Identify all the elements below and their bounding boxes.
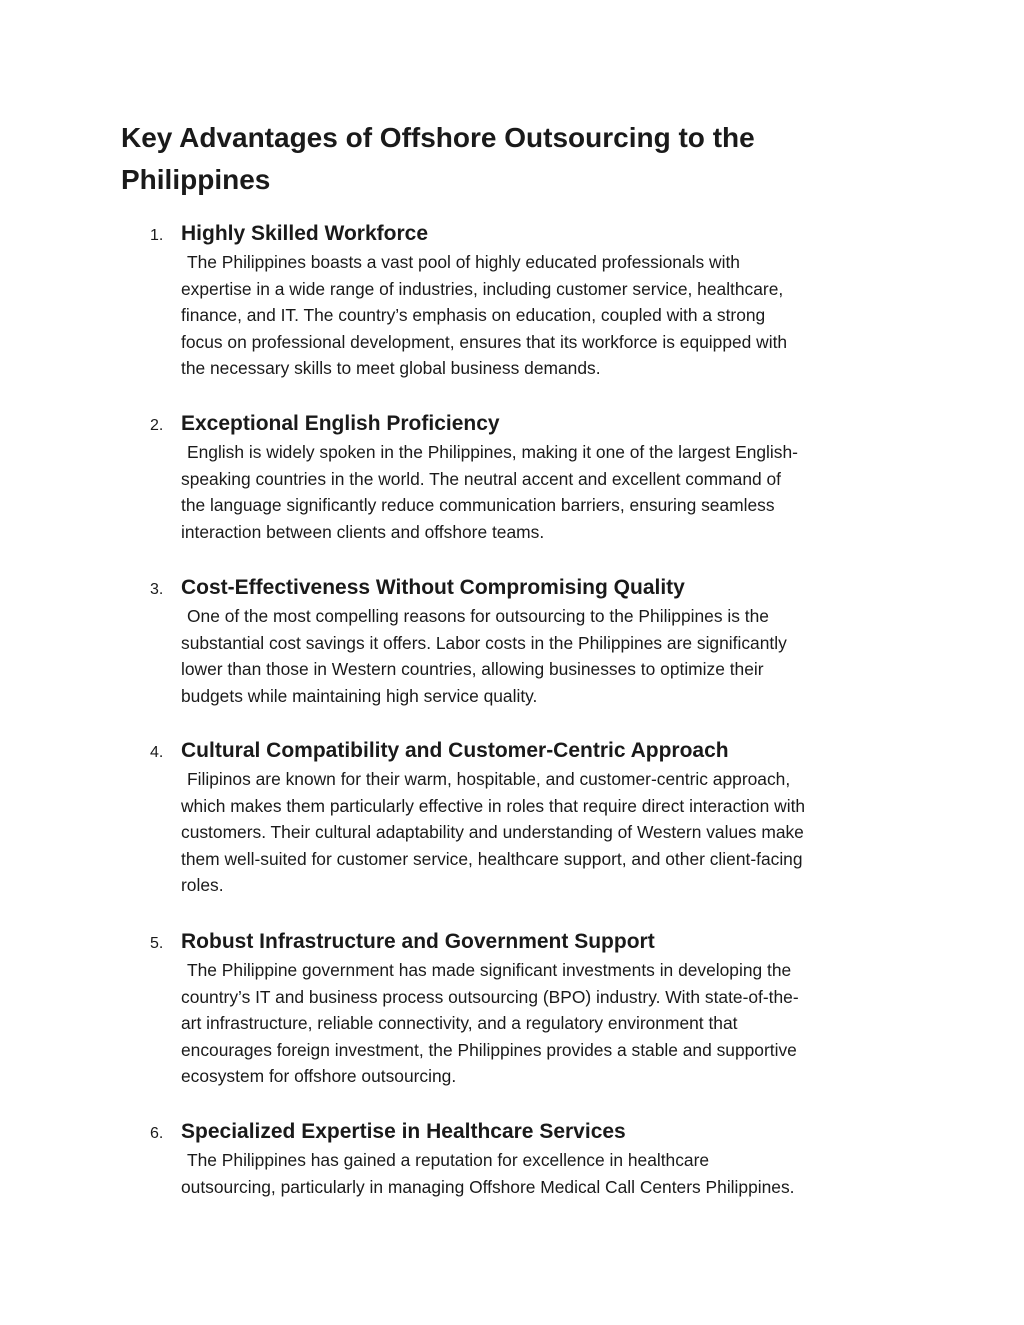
item-body-line: lower than those in Western countries, allowing businesses to optimize their (181, 659, 764, 680)
item-body-line: them well-suited for customer service, healthcare support, and other client-facing (181, 848, 803, 869)
item-body-line: One of the most compelling reasons for outsourcing to the Philippines is the (187, 606, 769, 626)
item-body-line: The Philippines boasts a vast pool of highly educated professionals with (187, 252, 740, 272)
item-body-line: The Philippines has gained a reputation for excellence in healthcare (187, 1150, 710, 1170)
item-body-line: English is widely spoken in the Philippines, making it one of the largest English- (187, 442, 798, 462)
item-body (181, 957, 911, 1090)
item-number: 3. (150, 581, 164, 598)
document-title-line: Key Advantages of Offshore Outsourcing to the (121, 122, 755, 153)
item-body-line: art infrastructure, reliable connectivity, and a regulatory environment that (181, 1013, 738, 1034)
item-body (181, 603, 911, 709)
item-heading: Specialized Expertise in Healthcare Services (181, 1120, 626, 1143)
item-heading: Highly Skilled Workforce (181, 222, 429, 245)
item-body-line: speaking countries in the world. The neutral accent and excellent command of (181, 468, 782, 489)
item-body-line: which makes them particularly effective in roles that require direct interaction with (181, 795, 806, 816)
item-body (181, 1147, 911, 1200)
item-body-line: the language significantly reduce communication barriers, ensuring seamless (181, 495, 775, 516)
item-body-line: interaction between clients and offshore teams. (181, 521, 545, 542)
item-body-line: Filipinos are known for their warm, hospitable, and customer-centric approach, (187, 769, 791, 789)
item-body-line: the necessary skills to meet global business demands. (181, 358, 601, 379)
item-heading: Cultural Compatibility and Customer-Centric Approach (181, 739, 729, 762)
item-body-line: roles. (181, 875, 224, 896)
item-body-line: focus on professional development, ensures that its workforce is equipped with (181, 331, 788, 352)
document-title (121, 117, 921, 201)
item-body (181, 766, 911, 899)
item-body-line: budgets while maintaining high service quality. (181, 685, 538, 706)
item-body-line: The Philippine government has made significant investments in developing the (187, 960, 792, 980)
item-body-line: outsourcing, particularly in managing Offshore Medical Call Centers Philippines. (181, 1176, 795, 1197)
item-heading: Cost-Effectiveness Without Compromising Quality (181, 576, 685, 599)
item-number: 4. (150, 744, 164, 761)
item-body-line: customers. Their cultural adaptability and understanding of Western values make (181, 822, 804, 843)
item-body-line: ecosystem for offshore outsourcing. (181, 1066, 457, 1087)
item-heading: Exceptional English Proficiency (181, 412, 500, 435)
document-title-line: Philippines (121, 164, 271, 195)
item-body-line: country’s IT and business process outsourcing (BPO) industry. With state-of-the- (181, 986, 799, 1007)
item-body-line: expertise in a wide range of industries, including customer service, healthcare, (181, 278, 784, 299)
item-number: 6. (150, 1125, 164, 1142)
item-body-line: encourages foreign investment, the Philippines provides a stable and supportive (181, 1039, 797, 1060)
item-body (181, 439, 911, 545)
item-body (181, 249, 911, 382)
item-number: 1. (150, 227, 164, 244)
item-number: 5. (150, 935, 164, 952)
item-heading: Robust Infrastructure and Government Support (181, 930, 655, 953)
item-body-line: finance, and IT. The country’s emphasis on education, coupled with a strong (181, 305, 766, 326)
item-number: 2. (150, 417, 164, 434)
item-body-line: substantial cost savings it offers. Labor costs in the Philippines are significantly (181, 632, 787, 653)
